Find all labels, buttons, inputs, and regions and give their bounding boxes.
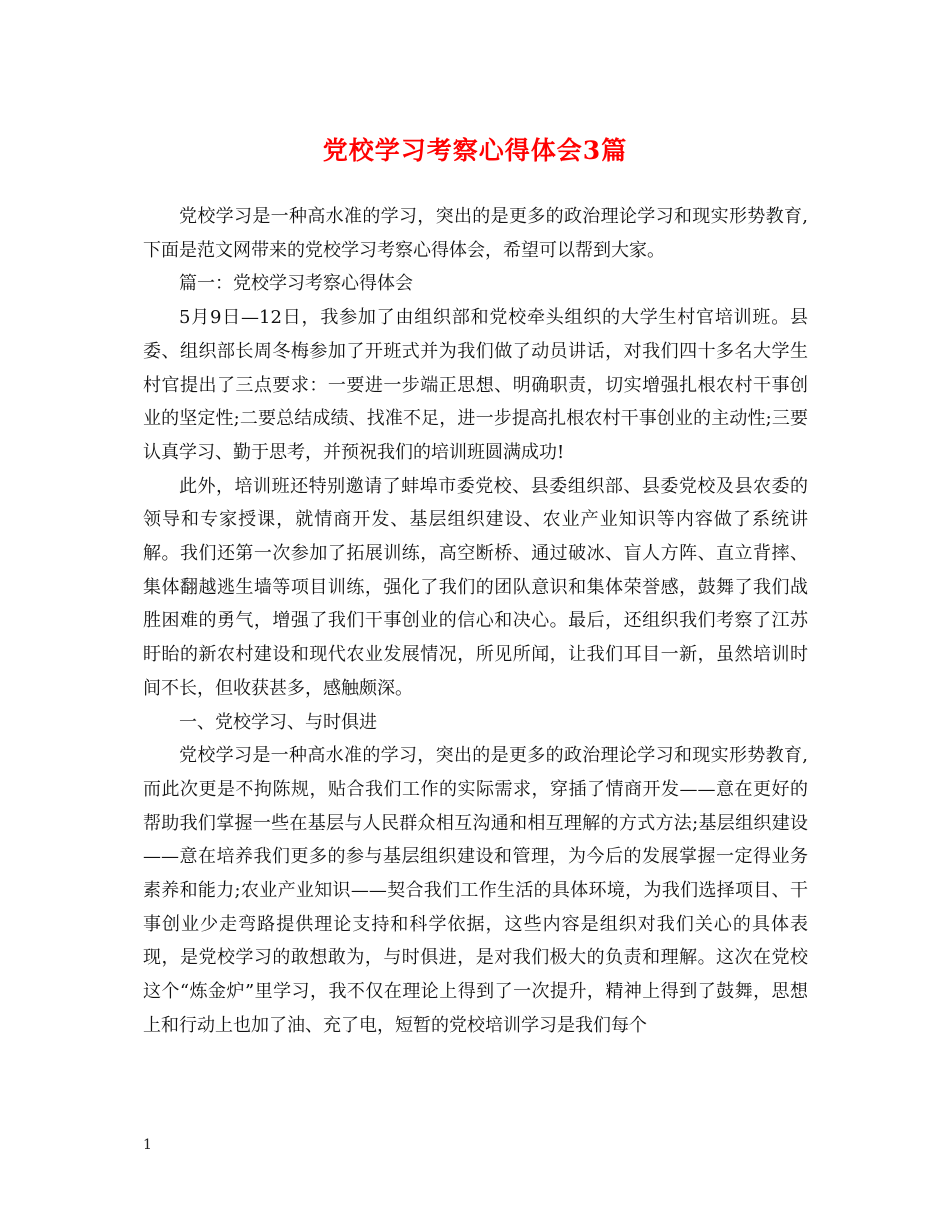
section-heading-one: 一、党校学习、与时俱进 xyxy=(179,711,377,733)
body-paragraph: 5月9日—12日，我参加了由组织部和党校牵头组织的大学生村官培训班。县委、组织部长周冬梅参加了开班式并为我们做了动员讲话，对我们四十多名大学生村官提出了三点要求：一要进一步端正思想、明确职责，切实增强扎根农村干事创业的坚定性;二要总结成绩、找准不足，进一步提高扎根农村干事创业的主动性;三要认真学习、勤于思考，并预祝我们的培训班圆满成功! xyxy=(143,307,809,463)
body-paragraph: 此外，培训班还特别邀请了蚌埠市委党校、县委组织部、县委党校及县农委的领导和专家授课，就情商开发、基层组织建设、农业产业知识等内容做了系统讲解。我们还第一次参加了拓展训练，高空断桥、通过破冰、盲人方阵、直立背摔、集体翻越逃生墙等项目训练，强化了我们的团队意识和集体荣誉感，鼓舞了我们战胜困难的勇气，增强了我们干事创业的信心和决心。最后，还组织我们考察了江苏盱眙的新农村建设和现代农业发展情况，所见所闻，让我们耳目一新，虽然培训时间不长，但收获甚多，感触颇深。 xyxy=(143,475,808,699)
intro-paragraph: 党校学习是一种高水准的学习，突出的是更多的政治理论学习和现实形势教育,下面是范文网带来的党校学习考察心得体会，希望可以帮到大家。 xyxy=(143,206,808,261)
section-heading-part-one: 篇一：党校学习考察心得体会 xyxy=(179,273,413,295)
body-paragraph: 党校学习是一种高水准的学习，突出的是更多的政治理论学习和现实形势教育,而此次更是不拘陈规，贴合我们工作的实际需求，穿插了情商开发——意在更好的帮助我们掌握一些在基层与人民群众相互沟通和相互理解的方式方法;基层组织建设——意在培养我们更多的参与基层组织建设和管理，为今后的发展掌握一定得业务素养和能力;农业产业知识——契合我们工作生活的具体环境，为我们选择项目、干事创业少走弯路提供理论支持和科学依据，这些内容是组织对我们关心的具体表现，是党校学习的敢想敢为，与时俱进，是对我们极大的负责和理解。这次在党校这个“炼金炉”里学习，我不仅在理论上得到了一次提升，精神上得到了鼓舞，思想上和行动上也加了油、充了电，短暂的党校培训学习是我们每个 xyxy=(143,745,808,1036)
document-title: 党校学习考察心得体会3篇 xyxy=(322,136,628,165)
document-body xyxy=(143,200,808,1043)
page-number: 1 xyxy=(143,1137,152,1153)
